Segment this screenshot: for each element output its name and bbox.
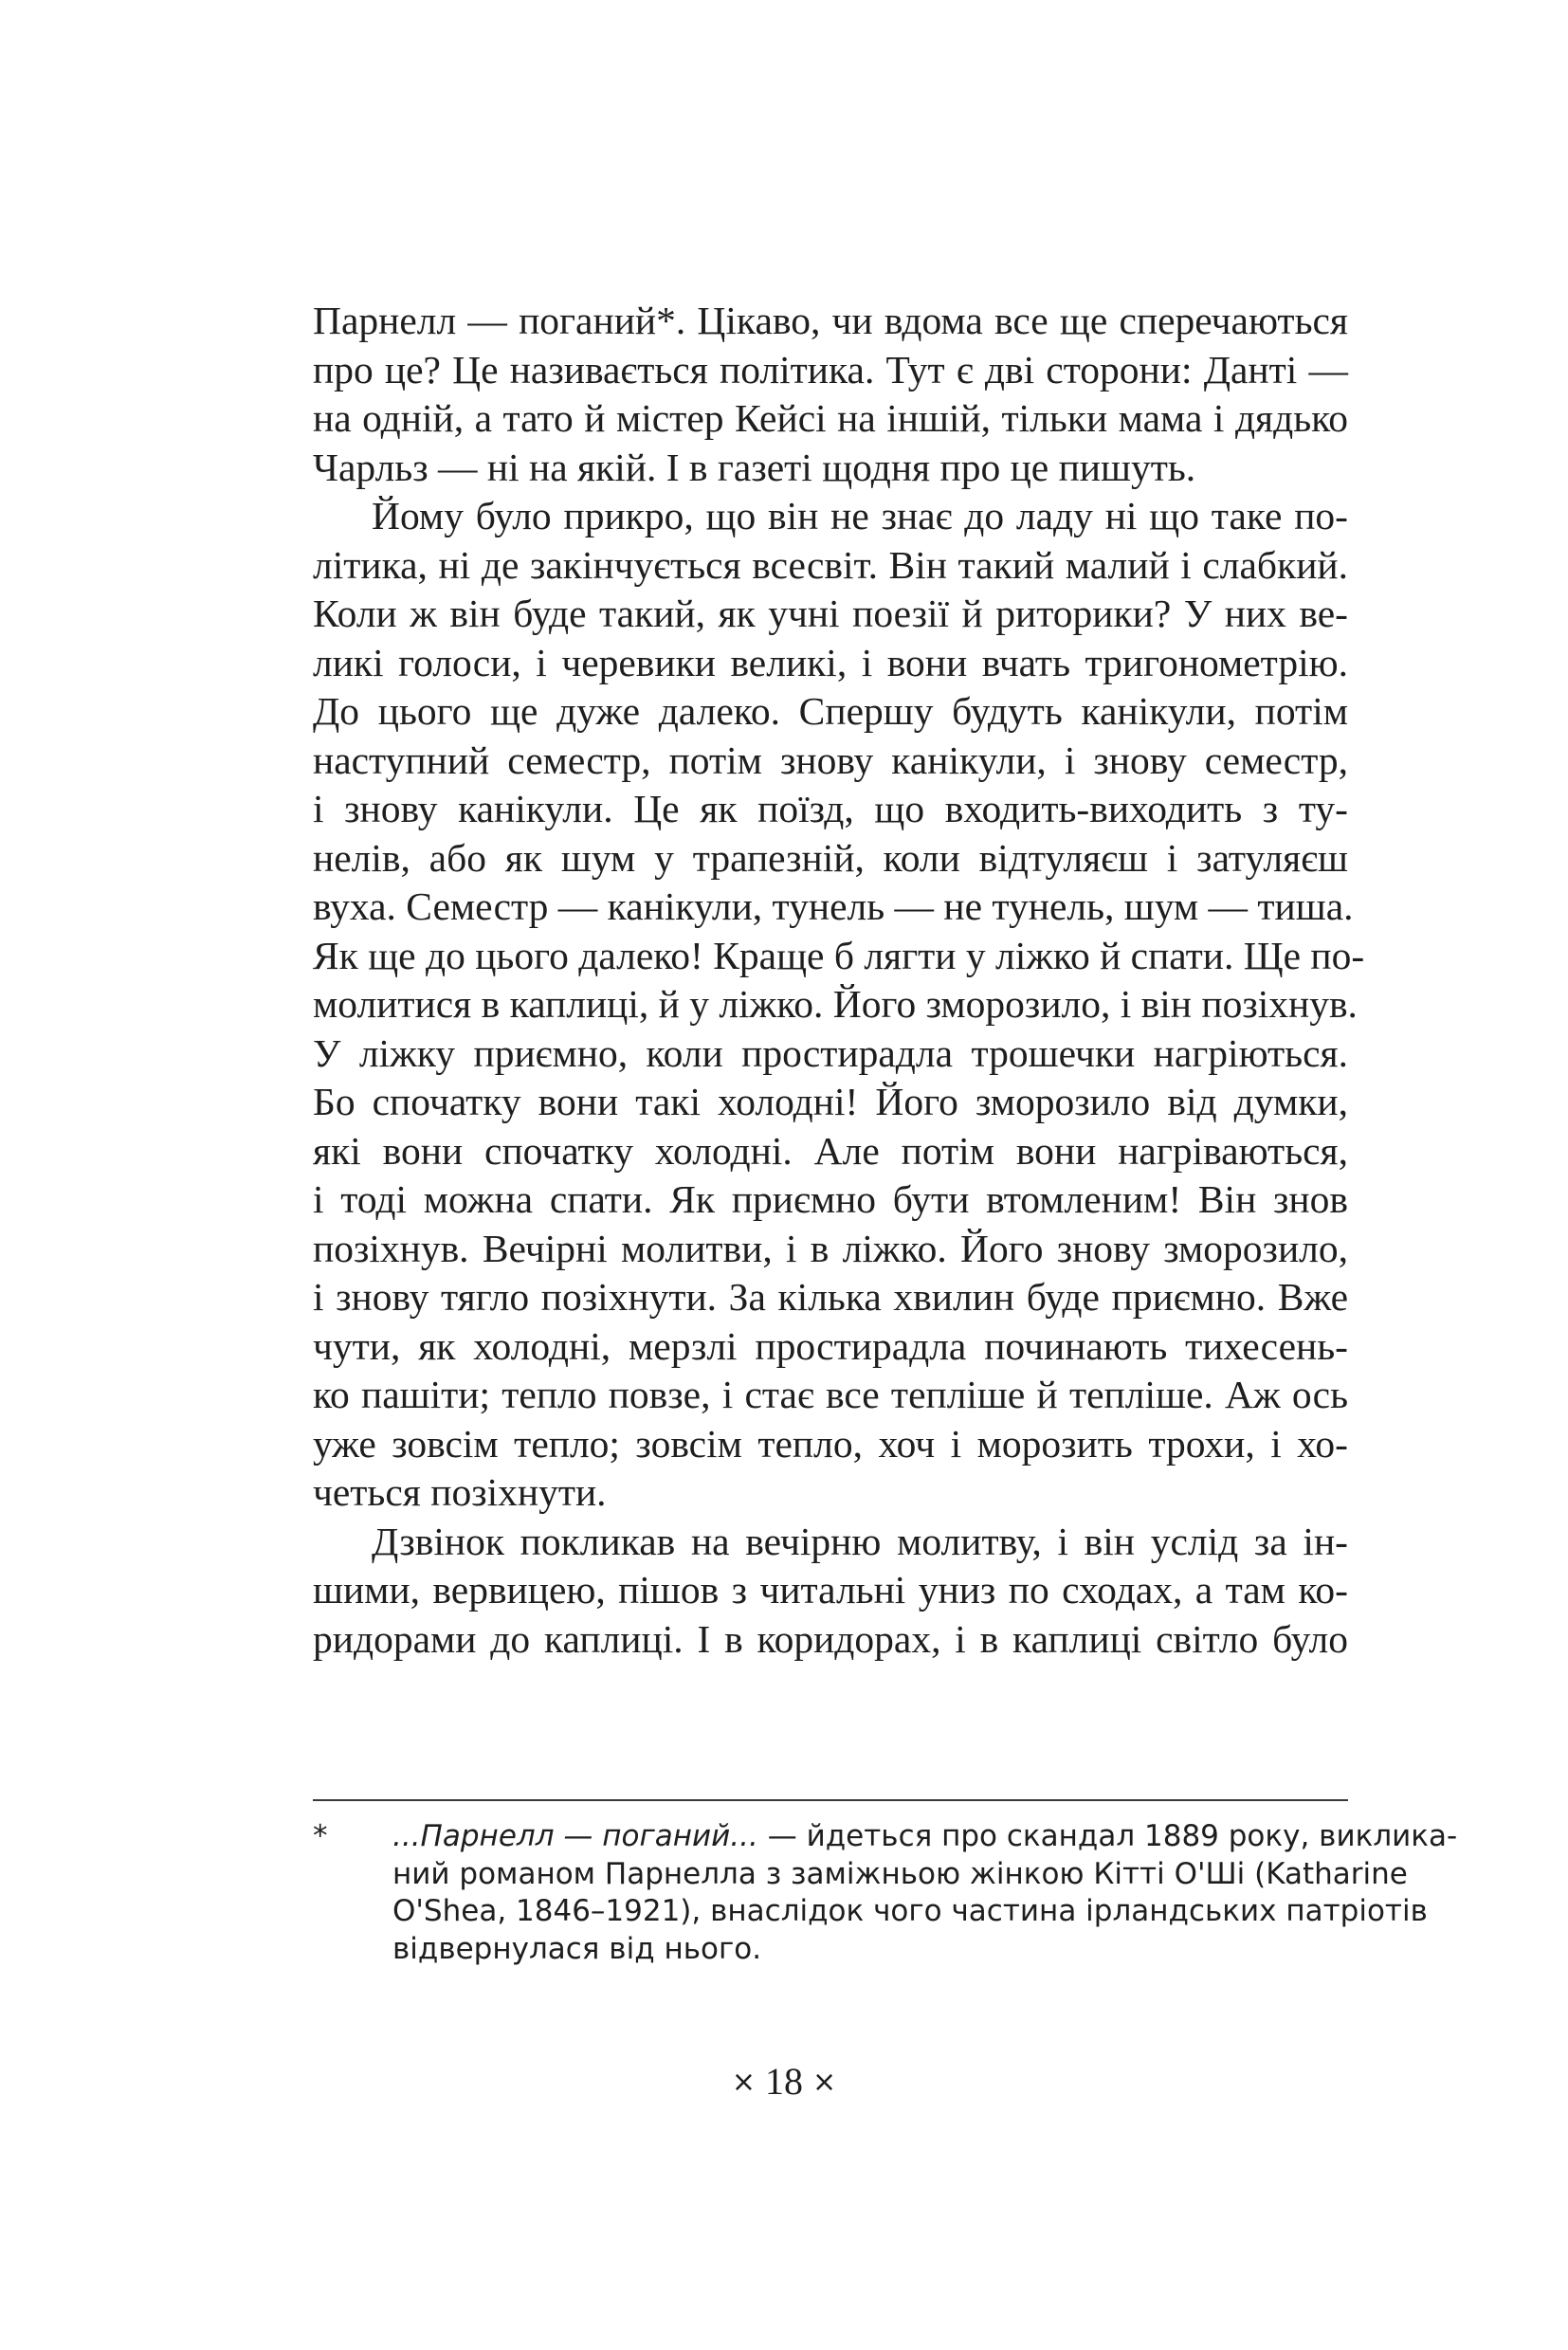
text-line: нелів, або як шум у трапезній, коли відтуляєш і затуляєш xyxy=(313,835,1348,880)
text-line: ко пашіти; тепло повзе, і стає все тепліше й тепліше. Аж ось xyxy=(313,1373,1348,1416)
text-line: Дзвінок покликав на вечірню молитву, і він услід за ін- xyxy=(372,1519,1348,1563)
paragraph-2 xyxy=(313,492,1365,1518)
text-line: і тоді можна спати. Як приємно бути втомленим! Він знов xyxy=(313,1177,1348,1221)
text-line: У ліжку приємно, коли простирадла трошечки нагріються. xyxy=(313,1030,1348,1075)
page-number-left-mark: × xyxy=(731,2066,756,2099)
text-line: і знову канікули. Це як поїзд, що входить-виходить з ту- xyxy=(313,787,1348,830)
text-line: чути, як холодні, мерзлі простирадла починають тихесень- xyxy=(313,1323,1348,1368)
footnote-body xyxy=(392,1818,1458,1968)
text-line: шими, вервицею, пішов з читальні униз по сходах, а там ко- xyxy=(313,1568,1348,1612)
text-line: які вони спочатку холодні. Але потім вони нагріваються, xyxy=(313,1128,1348,1173)
text-line: позіхнув. Вечірні молитви, і в ліжко. Його знову зморозило, xyxy=(313,1226,1348,1270)
footnote-line: ний романом Парнелла з заміжньою жінкою Кітті О'Ші (Katharine xyxy=(392,1856,1408,1891)
text-line: ликі голоси, і черевики великі, і вони вчать тригонометрію. xyxy=(313,640,1348,684)
footnote xyxy=(313,1818,1458,1968)
text-line: ридорами до каплиці. І в коридорах, і в каплиці світло було xyxy=(313,1616,1348,1661)
footnote-first-line-rest: — йдеться про скандал 1889 року, виклика- xyxy=(757,1819,1458,1853)
text-line: уже зовсім тепло; зовсім тепло, хоч і морозить трохи, і хо- xyxy=(313,1421,1348,1466)
text-line: четься позіхнути. xyxy=(313,1470,607,1514)
footnote-line: відвернулася від нього. xyxy=(392,1931,762,1966)
body-text xyxy=(313,297,1365,1664)
text-line: Йому було прикро, що він не знає до ладу ні що таке по- xyxy=(372,494,1348,537)
text-line: вуха. Семестр — канікули, тунель — не тунель, шум — тиша. xyxy=(313,884,1354,928)
page-number-right-mark: × xyxy=(812,2066,837,2099)
footnote-line: O'Shea, 1846–1921), внаслідок чого частина ірландських патріотів xyxy=(392,1894,1428,1928)
paragraph-1 xyxy=(313,297,1348,492)
footnote-divider xyxy=(313,1799,1348,1801)
text-line: молитися в каплиці, й у ліжко. Його зморозило, і він позіхнув. xyxy=(313,982,1358,1026)
text-line: До цього ще дуже далеко. Спершу будуть канікули, потім xyxy=(313,689,1348,733)
text-line: наступний семестр, потім знову канікули, і знову семестр, xyxy=(313,738,1348,782)
paragraph-3 xyxy=(313,1518,1348,1665)
footnote-line xyxy=(392,1818,1458,1856)
text-line: літика, ні де закінчується всесвіт. Він такий малий і слабкий. xyxy=(313,542,1348,587)
text-line: на одній, а тато й містер Кейсі на іншій, тільки мама і дядько xyxy=(313,396,1348,440)
text-line: Як ще до цього далеко! Краще б лягти у ліжко й спати. Ще по- xyxy=(313,933,1365,977)
text-line: Коли ж він буде такий, як учні поезії й риторики? У них ве- xyxy=(313,592,1348,635)
footnote-marker: * xyxy=(313,1819,328,1853)
footnote-lead: ...Парнелл — поганий... xyxy=(392,1819,758,1853)
text-line: Парнелл — поганий*. Цікаво, чи вдома все ще сперечаються xyxy=(313,299,1348,342)
text-line: Чарльз — ні на якій. І в газеті щодня про це пишуть. xyxy=(313,445,1196,489)
text-line: Бо спочатку вони такі холодні! Його зморозило від думки, xyxy=(313,1080,1348,1123)
page-number-value: 18 xyxy=(765,2060,803,2103)
text-line: про це? Це називається політика. Тут є дві сторони: Данті — xyxy=(313,347,1348,392)
text-line: і знову тягло позіхнути. За кілька хвилин буде приємно. Вже xyxy=(313,1275,1348,1319)
page-number xyxy=(0,2059,1568,2108)
